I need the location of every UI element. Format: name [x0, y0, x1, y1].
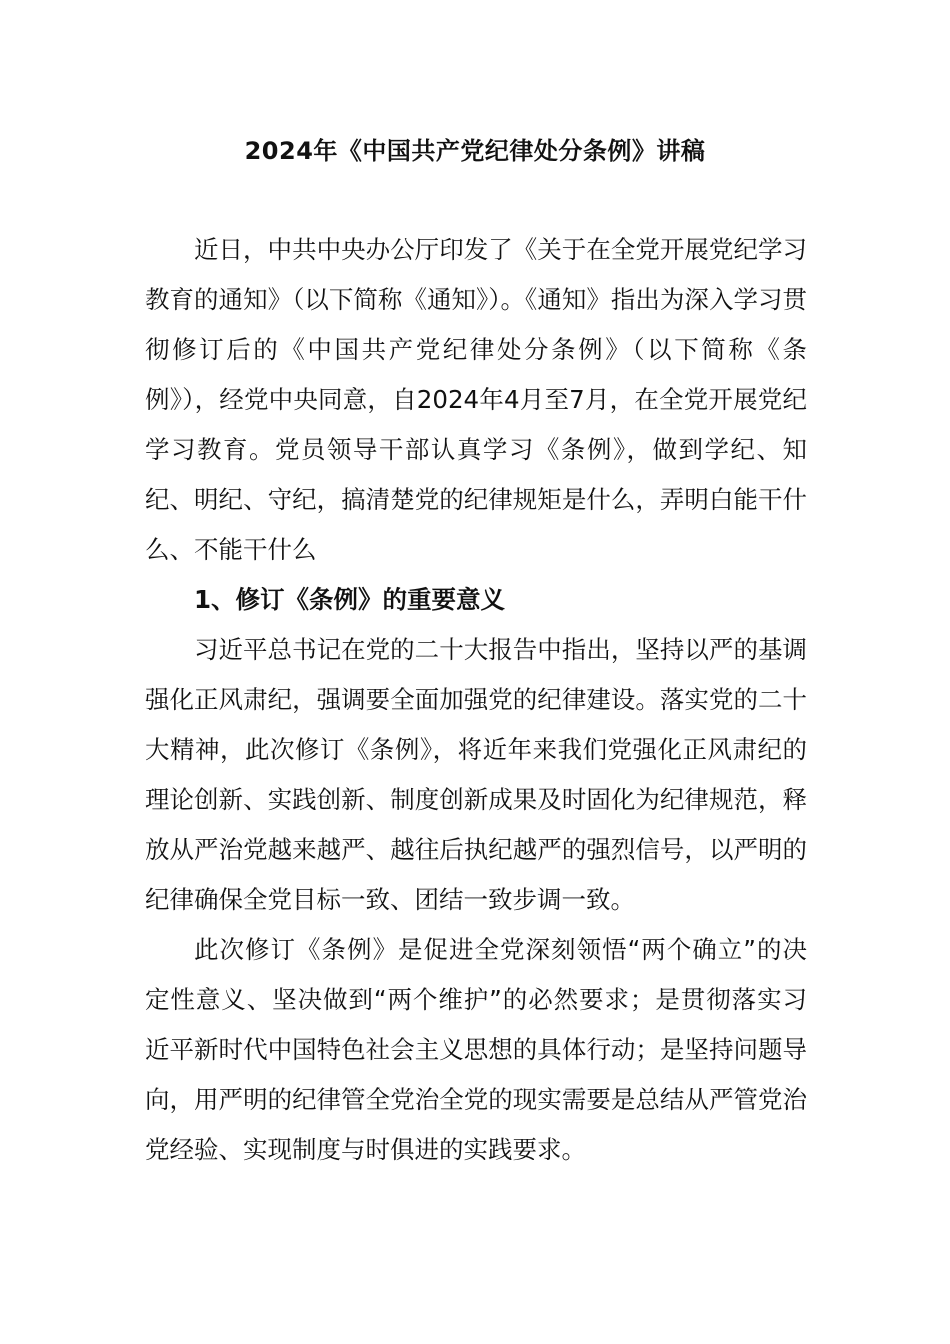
section-heading: 1、修订《条例》的重要意义 — [194, 585, 506, 614]
intro-paragraph: 近日，中共中央办公厅印发了《关于在全党开展党纪学习教育的通知》（以下简称《通知》）。《通知》指出为深入学习贯彻修订后的《中国共产党纪律处分条例》（以下简称《条例》），经党中央同意，自2024年4月至7月，在全党开展党纪学习教育。党员领导干部认真学习《条例》，做到学纪、知纪、明纪、守纪，搞清楚党的纪律规矩是什么，弄明白能干什么、不能干什么 — [145, 235, 807, 564]
document-title: 2024年《中国共产党纪律处分条例》讲稿 — [244, 137, 706, 165]
section-paragraph-2: 此次修订《条例》是促进全党深刻领悟“两个确立”的决定性意义、坚决做到“两个维护”的必然要求；是贯彻落实习近平新时代中国特色社会主义思想的具体行动；是坚持问题导向，用严明的纪律管全党治全党的现实需要是总结从严管党治党经验、实现制度与时俱进的实践要求。 — [145, 935, 807, 1164]
section-paragraph-1: 习近平总书记在党的二十大报告中指出，坚持以严的基调强化正风肃纪，强调要全面加强党的纪律建设。落实党的二十大精神，此次修订《条例》，将近年来我们党强化正风肃纪的理论创新、实践创新、制度创新成果及时固化为纪律规范，释放从严治党越来越严、越往后执纪越严的强烈信号，以严明的纪律确保全党目标一致、团结一致步调一致。 — [145, 635, 807, 914]
document-body — [145, 225, 807, 1175]
